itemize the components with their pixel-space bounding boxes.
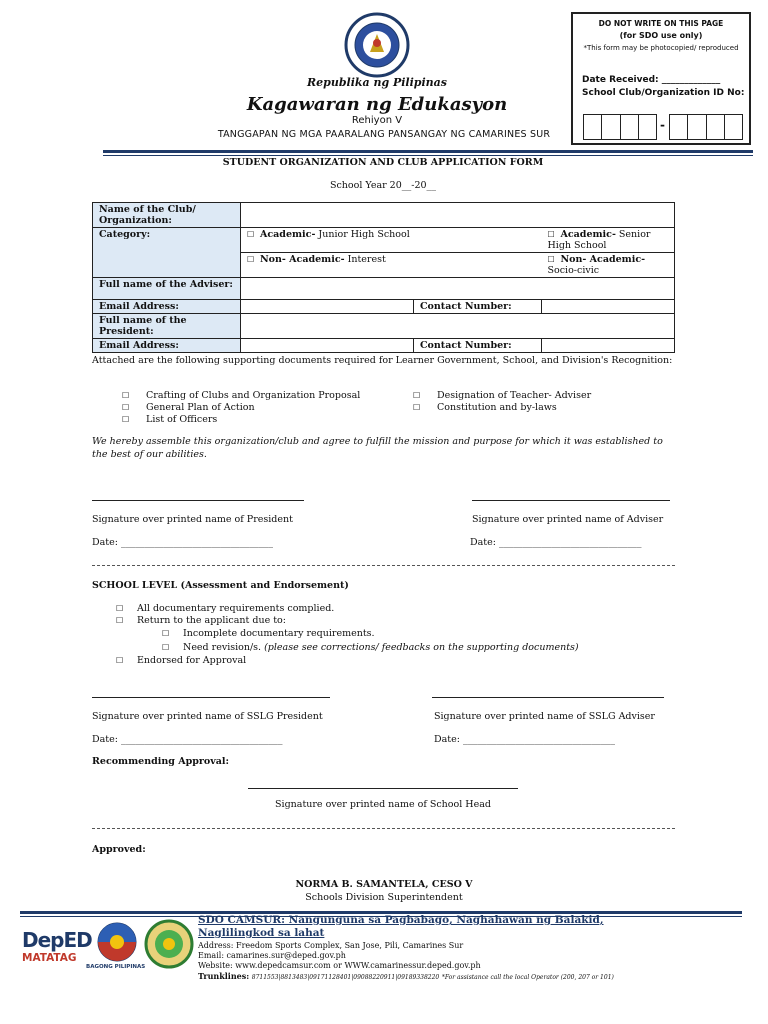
adviser-contact-field[interactable] bbox=[542, 300, 675, 314]
sslg-president-signature-label: Signature over printed name of SSLG President bbox=[92, 711, 323, 722]
adviser-date-field[interactable]: Date: ______________________________ bbox=[470, 537, 642, 548]
attachment-item: ☐ Designation of Teacher- Adviser bbox=[413, 390, 592, 401]
approved-label: Approved: bbox=[92, 844, 146, 855]
sdo-camsur-seal bbox=[144, 919, 194, 969]
checkbox-icon[interactable]: ☐ bbox=[162, 629, 170, 638]
school-year: School Year 20__-20__ bbox=[329, 180, 437, 191]
attachment-item: ☐ Crafting of Clubs and Organization Proposal bbox=[122, 390, 361, 401]
sdo-motto: SDO CAMSUR: Nangunguna sa Pagbabago, Naghahawan ng Balakid, Naglilingkod sa lahat bbox=[198, 914, 604, 939]
form-title: STUDENT ORGANIZATION AND CLUB APPLICATION FORM bbox=[222, 157, 544, 168]
adviser-signature-line[interactable] bbox=[472, 500, 670, 501]
adviser-signature-label: Signature over printed name of Adviser bbox=[472, 514, 664, 525]
region-text: Rehiyon V bbox=[351, 115, 403, 126]
club-id-box-left bbox=[583, 114, 657, 140]
school-level-subitem: ☐ Need revision/s. (please see corrections/ feedbacks on the supporting documents) bbox=[162, 642, 579, 653]
checkbox-icon[interactable]: ☐ bbox=[122, 415, 130, 424]
category-option-academic-jhs[interactable]: ☐ Academic- Junior High School bbox=[241, 228, 542, 253]
checkbox-icon[interactable]: ☐ bbox=[116, 656, 124, 665]
club-id-separator: - bbox=[660, 118, 665, 132]
application-info-table bbox=[92, 202, 675, 353]
category-option-nonacademic-interest[interactable]: ☐ Non- Academic- Interest bbox=[241, 253, 542, 278]
recommending-approval-label: Recommending Approval: bbox=[92, 756, 230, 767]
date-received-field: Date Received: _____________ bbox=[582, 75, 721, 85]
sslg-president-date-field[interactable]: Date: __________________________________ bbox=[92, 734, 283, 745]
checkbox-icon[interactable]: ☐ bbox=[116, 616, 124, 625]
bagong-pilipinas-logo bbox=[92, 921, 142, 963]
checkbox-icon[interactable]: ☐ bbox=[162, 643, 170, 652]
section-divider bbox=[92, 828, 675, 829]
republic-text: Republika ng Pilipinas bbox=[307, 76, 447, 89]
school-level-item: ☐ All documentary requirements complied. bbox=[116, 603, 335, 614]
sdo-box-title: DO NOT WRITE ON THIS PAGE bbox=[598, 19, 724, 28]
school-head-signature-line[interactable] bbox=[248, 788, 518, 789]
adviser-contact-label: Contact Number: bbox=[414, 300, 542, 314]
school-level-subitem: ☐ Incomplete documentary requirements. bbox=[162, 628, 375, 639]
sslg-adviser-signature-line[interactable] bbox=[432, 697, 664, 698]
school-level-item: ☐ Return to the applicant due to: bbox=[116, 615, 286, 626]
checkbox-icon[interactable]: ☐ bbox=[122, 403, 130, 412]
checkbox-icon: ☐ bbox=[247, 230, 255, 239]
adviser-email-label: Email Address: bbox=[93, 300, 241, 314]
department-title: Kagawaran ng Edukasyon bbox=[246, 94, 508, 115]
deped-seal-logo bbox=[344, 12, 410, 78]
club-id-box-right bbox=[669, 114, 743, 140]
president-contact-label: Contact Number: bbox=[414, 339, 542, 353]
sdo-website: Website: www.depedcamsur.com or WWW.camarinessur.deped.gov.ph bbox=[198, 961, 481, 970]
president-email-label: Email Address: bbox=[93, 339, 241, 353]
president-date-field[interactable]: Date: ________________________________ bbox=[92, 537, 273, 548]
sslg-adviser-date-field[interactable]: Date: ________________________________ bbox=[434, 734, 615, 745]
matatag-logo: MATATAG bbox=[22, 952, 77, 964]
header-rule-thick bbox=[103, 150, 753, 153]
president-name-label: Full name of the President: bbox=[93, 314, 241, 339]
category-label: Category: bbox=[93, 228, 241, 278]
school-head-signature-label: Signature over printed name of School Head bbox=[275, 799, 491, 810]
adviser-email-field[interactable] bbox=[241, 300, 414, 314]
sdo-box-note: *This form may be photocopied/ reproduced bbox=[583, 44, 739, 52]
president-name-field[interactable] bbox=[241, 314, 675, 339]
school-level-item: ☐ Endorsed for Approval bbox=[116, 655, 247, 666]
club-name-field[interactable] bbox=[241, 203, 675, 228]
president-email-field[interactable] bbox=[241, 339, 414, 353]
superintendent-title: Schools Division Superintendent bbox=[305, 892, 463, 903]
adviser-name-field[interactable] bbox=[241, 278, 675, 300]
bagong-pilipinas-text: BAGONG PILIPINAS bbox=[86, 964, 146, 970]
checkbox-icon[interactable]: ☐ bbox=[413, 403, 421, 412]
sdo-address: Address: Freedom Sports Complex, San Jose, Pili, Camarines Sur bbox=[198, 941, 464, 950]
sdo-use-only-box bbox=[571, 12, 751, 145]
president-signature-label: Signature over printed name of President bbox=[92, 514, 293, 525]
sdo-box-subtitle: (for SDO use only) bbox=[619, 31, 703, 40]
checkbox-icon[interactable]: ☐ bbox=[122, 391, 130, 400]
sslg-president-signature-line[interactable] bbox=[92, 697, 330, 698]
sdo-trunklines: Trunklines: 8711553|8813483|09171128401|09088220911|09189338220 *For assistance call the local Operator (200, 207 or 101) bbox=[198, 971, 614, 981]
adviser-name-label: Full name of the Adviser: bbox=[93, 278, 241, 300]
school-level-heading: SCHOOL LEVEL (Assessment and Endorsement) bbox=[92, 580, 349, 591]
checkbox-icon: ☐ bbox=[247, 255, 255, 264]
checkbox-icon: ☐ bbox=[547, 230, 555, 239]
club-name-label: Name of the Club/ Organization: bbox=[93, 203, 241, 228]
sdo-email: Email: camarines.sur@deped.gov.ph bbox=[198, 951, 346, 960]
header-rule-thin bbox=[103, 155, 753, 156]
checkbox-icon[interactable]: ☐ bbox=[413, 391, 421, 400]
pledge-statement: We hereby assemble this organization/club and agree to fulfill the mission and purpose for which it was established to the best of our abilities. bbox=[92, 436, 663, 460]
attachment-item: ☐ General Plan of Action bbox=[122, 402, 255, 413]
category-option-academic-shs[interactable]: ☐ Academic- Senior High School bbox=[542, 228, 675, 253]
deped-logo: DepED bbox=[22, 928, 92, 952]
superintendent-name: NORMA B. SAMANTELA, CESO V bbox=[295, 879, 473, 890]
category-option-nonacademic-sociocivic[interactable]: ☐ Non- Academic- Socio-civic bbox=[542, 253, 675, 278]
checkbox-icon: ☐ bbox=[547, 255, 555, 264]
sslg-adviser-signature-label: Signature over printed name of SSLG Adviser bbox=[434, 711, 655, 722]
president-signature-line[interactable] bbox=[92, 500, 304, 501]
attachment-item: ☐ Constitution and by-laws bbox=[413, 402, 557, 413]
checkbox-icon[interactable]: ☐ bbox=[116, 604, 124, 613]
attachment-item: ☐ List of Officers bbox=[122, 414, 218, 425]
attachments-intro: Attached are the following supporting documents required for Learner Government, School, and Division's Recognition: bbox=[92, 355, 673, 366]
club-id-label: School Club/Organization ID No: bbox=[582, 88, 745, 98]
president-contact-field[interactable] bbox=[542, 339, 675, 353]
section-divider bbox=[92, 565, 675, 566]
office-name: TANGGAPAN NG MGA PAARALANG PANSANGAY NG CAMARINES SUR bbox=[217, 129, 551, 140]
